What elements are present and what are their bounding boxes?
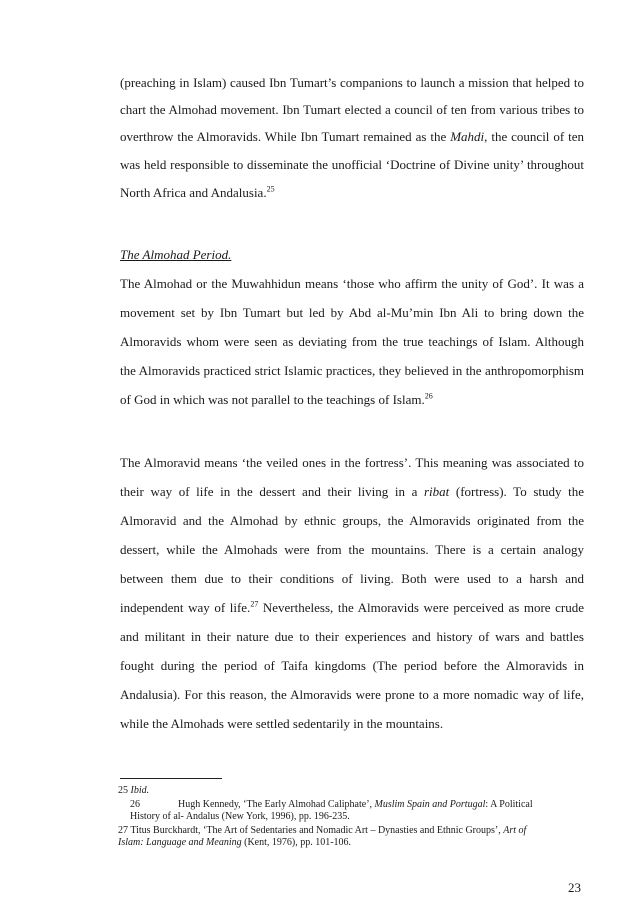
body-line: overthrow the Almoravids. While Ibn Tumart remained as the Mahdi, the council of ten bbox=[120, 129, 584, 144]
page-number: 23 bbox=[568, 880, 581, 895]
body-line: dessert, while the Almohads were from the mountains. There is a certain analogy bbox=[120, 542, 584, 557]
body-line: of God in which was not parallel to the teachings of Islam.$^{26}$ bbox=[120, 391, 433, 407]
body-line: their way of life in the dessert and their living in a ribat (fortress). To study the bbox=[120, 484, 584, 499]
footnote-ref: 26 bbox=[424, 391, 433, 401]
body-line: (preaching in Islam) caused Ibn Tumart’s companions to launch a mission that helped to bbox=[120, 75, 584, 90]
body-line: Andalusia). For this reason, the Almoravids were prone to a more nomadic way of life, bbox=[120, 687, 584, 702]
body-line: chart the Almohad movement. Ibn Tumart elected a council of ten from various tribes to bbox=[120, 102, 584, 117]
body-line: The Almohad or the Muwahhidun means ‘those who affirm the unity of God’. It was a bbox=[120, 276, 584, 291]
italic-term: Mahdi bbox=[450, 129, 485, 144]
footnote-ref: 27 bbox=[250, 600, 259, 609]
body-line: North Africa and Andalusia.$^{25}$ bbox=[120, 184, 275, 200]
footnote-25: 25 Ibid. bbox=[118, 785, 150, 796]
section-heading: The Almohad Period. bbox=[120, 247, 232, 262]
body-line: while the Almohads were settled sedentarily in the mountains. bbox=[120, 716, 444, 731]
footnote-26-cont: History of al- Andalus (New York, 1996), pp. 196-235. bbox=[130, 811, 350, 822]
body-line: fought during the period of Taifa kingdoms (The period before the Almoravids in bbox=[120, 658, 584, 673]
footnote-separator bbox=[120, 778, 222, 779]
body-line: The Almoravid means ‘the veiled ones in the fortress’. This meaning was associated to bbox=[120, 455, 584, 470]
body-line: was held responsible to disseminate the unofficial ‘Doctrine of Divine unity’ throughout bbox=[120, 157, 584, 172]
footnote-ref: 25 bbox=[266, 184, 275, 194]
italic-term: ribat bbox=[423, 484, 450, 499]
footnote-27: 27 Titus Burckhardt, ‘The Art of Sedentaries and Nomadic Art – Dynasties and Ethnic Groups’, Art of bbox=[118, 825, 527, 836]
footnote-26: 26 Hugh Kennedy, ‘The Early Almohad Caliphate’, Muslim Spain and Portugal: A Political bbox=[130, 799, 533, 810]
body-line: movement set by Ibn Tumart but led by Abd al-Mu’min Ibn Ali to bring down the bbox=[120, 305, 584, 320]
body-line: Almoravid and the Almohad by ethnic groups, the Almoravids originated from the bbox=[120, 513, 584, 528]
body-line: the Almoravids practiced strict Islamic practices, they believed in the anthropomorphism bbox=[120, 363, 584, 378]
body-line: independent way of life.$^{27}$ Nevertheless, the Almoravids were perceived as more crude bbox=[120, 600, 584, 615]
body-line: Almoravids whom were seen as deviating from the true teachings of Islam. Although bbox=[120, 334, 584, 349]
body-line: between them due to their conditions of living. Both were used to a harsh and bbox=[120, 571, 584, 586]
footnote-27-cont: Islam: Language and Meaning (Kent, 1976), pp. 101-106. bbox=[118, 837, 352, 848]
body-line: and militant in their nature due to their experiences and history of wars and battles bbox=[120, 629, 584, 644]
